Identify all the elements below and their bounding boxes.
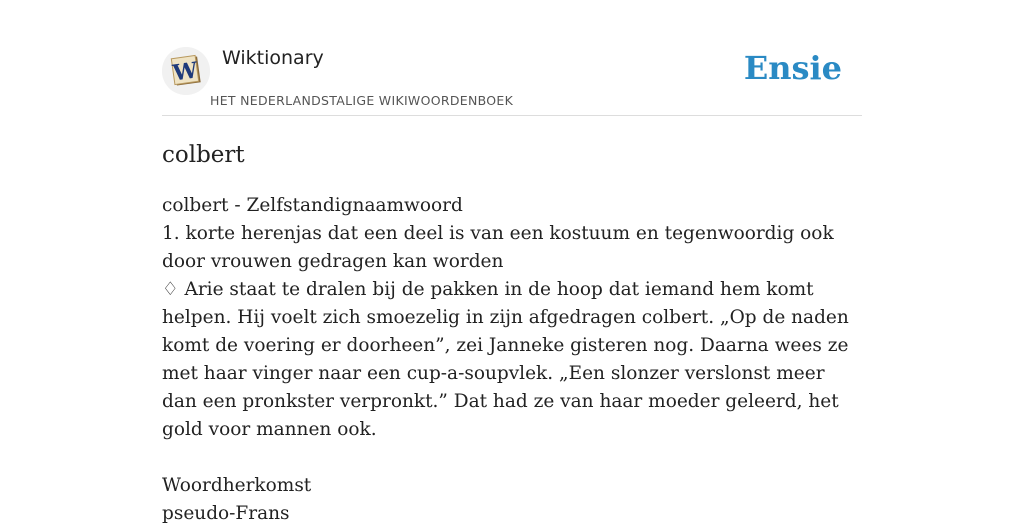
etymology-text: pseudo-Frans bbox=[162, 503, 290, 524]
logo-letter: W bbox=[171, 57, 200, 87]
header bbox=[162, 0, 862, 116]
part-of-speech-heading: colbert - Zelfstandignaamwoord bbox=[162, 195, 463, 216]
definition: 1. korte herenjas dat een deel is van een kostuum en tegenwoordig ook door vrouwen gedragen kan worden bbox=[162, 223, 834, 272]
entry-content bbox=[162, 192, 862, 528]
page-container bbox=[162, 0, 862, 524]
site-tagline: HET NEDERLANDSTALIGE WIKIWOORDENBOEK bbox=[210, 93, 514, 108]
site-name[interactable]: Wiktionary bbox=[222, 47, 324, 69]
brand-logo[interactable]: Ensie bbox=[743, 49, 842, 87]
wiktionary-logo-icon[interactable] bbox=[162, 47, 210, 95]
etymology-heading: Woordherkomst bbox=[162, 475, 312, 496]
page-title: colbert bbox=[162, 142, 245, 168]
section-spacer bbox=[162, 444, 862, 472]
example-sentence: ♢ Arie staat te dralen bij de pakken in de hoop dat iemand hem komt helpen. Hij voelt zich smoezelig in zijn afgedragen colbert. „Op de naden komt de voering er doorheen”, zei Janneke gisteren nog. Daarna wees ze met haar vinger naar een cup-a-soupvlek. „Een slonzer verslonst meer dan een pronkster verpronkt.” Dat had ze van haar moeder geleerd, het gold voor mannen ook. bbox=[162, 279, 849, 440]
